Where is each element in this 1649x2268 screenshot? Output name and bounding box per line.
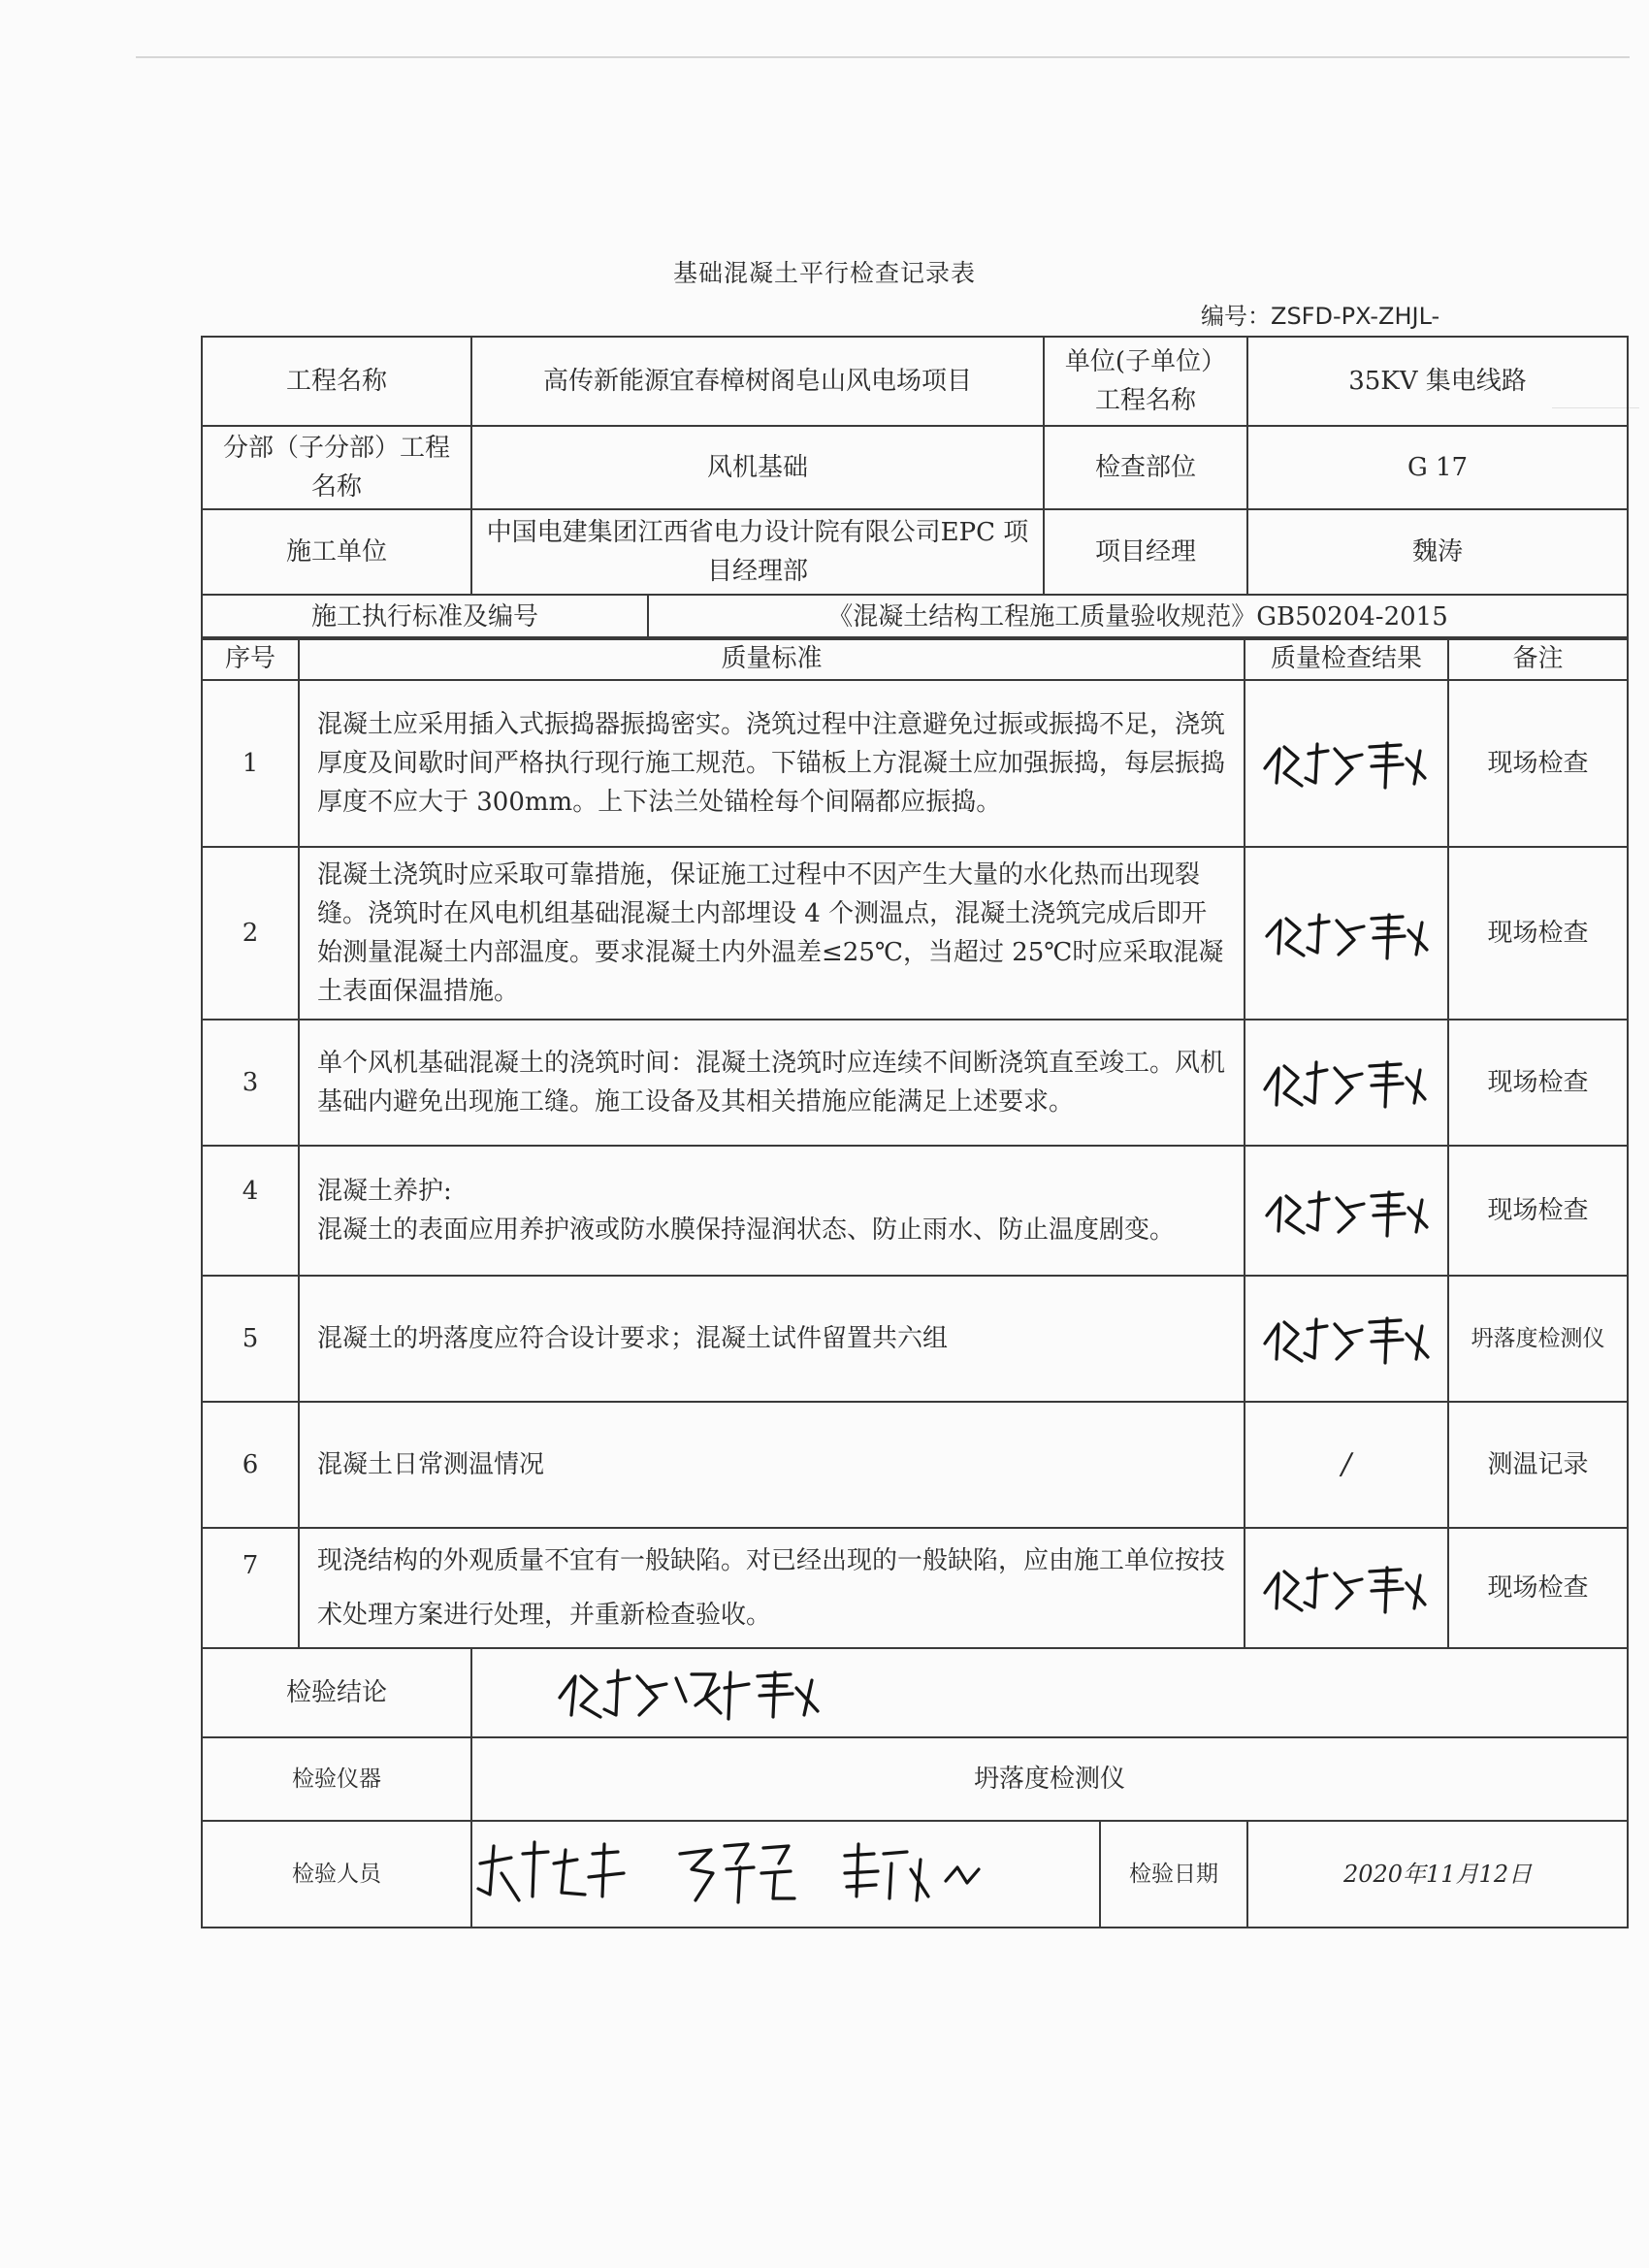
row-remark: 测温记录 — [1448, 1402, 1628, 1528]
handwritten-result — [1255, 729, 1439, 797]
row-result-signature — [1245, 1146, 1448, 1276]
col-header-no: 序号 — [202, 637, 299, 680]
col-header-standard: 质量标准 — [299, 637, 1245, 680]
unit-name-label: 单位(子单位）工程名称 — [1044, 337, 1247, 426]
row-standard: 混凝土的坍落度应符合设计要求；混凝土试件留置共六组 — [299, 1276, 1245, 1402]
handwritten-result — [1255, 899, 1439, 967]
date: 2020年11月12日 — [1247, 1821, 1628, 1928]
row-result-signature — [1245, 1276, 1448, 1402]
table-row — [202, 1020, 1628, 1146]
table-row — [202, 847, 1628, 1020]
table-row — [202, 1276, 1628, 1402]
row-result-signature — [1245, 680, 1448, 847]
subsection-label: 分部（子分部）工程名称 — [202, 426, 471, 509]
row-no: 2 — [202, 847, 299, 1020]
row-standard: 混凝土养护: 混凝土的表面应用养护液或防水膜保持湿润状态、防止雨水、防止温度剧变。 — [299, 1146, 1245, 1276]
instrument: 坍落度检测仪 — [471, 1737, 1628, 1821]
row-remark: 现场检查 — [1448, 847, 1628, 1020]
table-row — [202, 680, 1628, 847]
instrument-label: 检验仪器 — [202, 1737, 471, 1821]
handwritten-inspectors — [472, 1825, 1016, 1912]
date-label: 检验日期 — [1100, 1821, 1247, 1928]
project-name: 高传新能源宜春樟树阁皂山风电场项目 — [471, 337, 1044, 426]
inspectors-signatures — [471, 1821, 1100, 1928]
inspection-part-label: 检查部位 — [1044, 426, 1247, 509]
row-no: 1 — [202, 680, 299, 847]
inspection-items-table — [201, 636, 1629, 1649]
project-manager: 魏涛 — [1247, 509, 1628, 595]
row-remark: 现场检查 — [1448, 680, 1628, 847]
row-remark: 现场检查 — [1448, 1528, 1628, 1648]
handwritten-result — [1255, 1554, 1439, 1622]
handwritten-result — [1255, 1305, 1439, 1373]
inspection-footer-table — [201, 1647, 1629, 1928]
row-result-signature — [1245, 847, 1448, 1020]
conclusion-label: 检验结论 — [202, 1648, 471, 1737]
standard: 《混凝土结构工程施工质量验收规范》GB50204-2015 — [648, 595, 1628, 639]
document-number: 编号：ZSFD-PX-ZHJL- — [1201, 303, 1440, 330]
row-result-signature — [1245, 1020, 1448, 1146]
standard-table — [201, 594, 1629, 640]
row-no: 3 — [202, 1020, 299, 1146]
table-row — [202, 1146, 1628, 1276]
row-no: 4 — [202, 1146, 299, 1276]
row-standard: 单个风机基础混凝土的浇筑时间：混凝土浇筑时应连续不间断浇筑直至竣工。风机基础内避免出现施工缝。施工设备及其相关措施应能满足上述要求。 — [299, 1020, 1245, 1146]
row-no: 5 — [202, 1276, 299, 1402]
contractor: 中国电建集团江西省电力设计院有限公司EPC 项目经理部 — [471, 509, 1044, 595]
row-standard: 混凝土浇筑时应采取可靠措施，保证施工过程中不因产生大量的水化热而出现裂缝。浇筑时在风电机组基础混凝土内部埋设 4 个测温点，混凝土浇筑完成后即开始测量混凝土内部温度。要求混凝土内外温差≤25℃，当超过 25℃时应采取混凝土表面保温措施。 — [299, 847, 1245, 1020]
conclusion-signature — [471, 1648, 1628, 1737]
col-header-result: 质量检查结果 — [1245, 637, 1448, 680]
row-standard: 现浇结构的外观质量不宜有一般缺陷。对已经出现的一般缺陷，应由施工单位按技术处理方案进行处理，并重新检查验收。 — [299, 1528, 1245, 1648]
row-remark: 现场检查 — [1448, 1020, 1628, 1146]
contractor-label: 施工单位 — [202, 509, 471, 595]
handwritten-result — [1255, 1049, 1439, 1117]
row-result: / — [1245, 1402, 1448, 1528]
handwritten-result — [1255, 1177, 1439, 1245]
subsection: 风机基础 — [471, 426, 1044, 509]
row-standard: 混凝土日常测温情况 — [299, 1402, 1245, 1528]
row-remark: 现场检查 — [1448, 1146, 1628, 1276]
row-remark: 坍落度检测仪 — [1448, 1276, 1628, 1402]
col-header-remark: 备注 — [1448, 637, 1628, 680]
row-no: 7 — [202, 1528, 299, 1648]
row-standard: 混凝土应采用插入式振捣器振捣密实。浇筑过程中注意避免过振或振捣不足，浇筑厚度及间歇时间严格执行现行施工规范。下锚板上方混凝土应加强振捣，每层振捣厚度不应大于 300mm。上下法兰处锚栓每个间隔都应振捣。 — [299, 680, 1245, 847]
project-manager-label: 项目经理 — [1044, 509, 1247, 595]
standard-label: 施工执行标准及编号 — [202, 595, 648, 639]
document-title: 基础混凝土平行检查记录表 — [672, 259, 976, 287]
table-row — [202, 1402, 1628, 1528]
unit-name: 35KV 集电线路 — [1247, 337, 1628, 426]
project-info-table — [201, 336, 1629, 596]
project-name-label: 工程名称 — [202, 337, 471, 426]
inspection-part: G 17 — [1247, 426, 1628, 509]
inspectors-label: 检验人员 — [202, 1821, 471, 1928]
row-no: 6 — [202, 1402, 299, 1528]
table-row — [202, 1528, 1628, 1648]
row-result-signature — [1245, 1528, 1448, 1648]
handwritten-conclusion — [550, 1659, 841, 1727]
scan-edge-line — [136, 56, 1630, 58]
